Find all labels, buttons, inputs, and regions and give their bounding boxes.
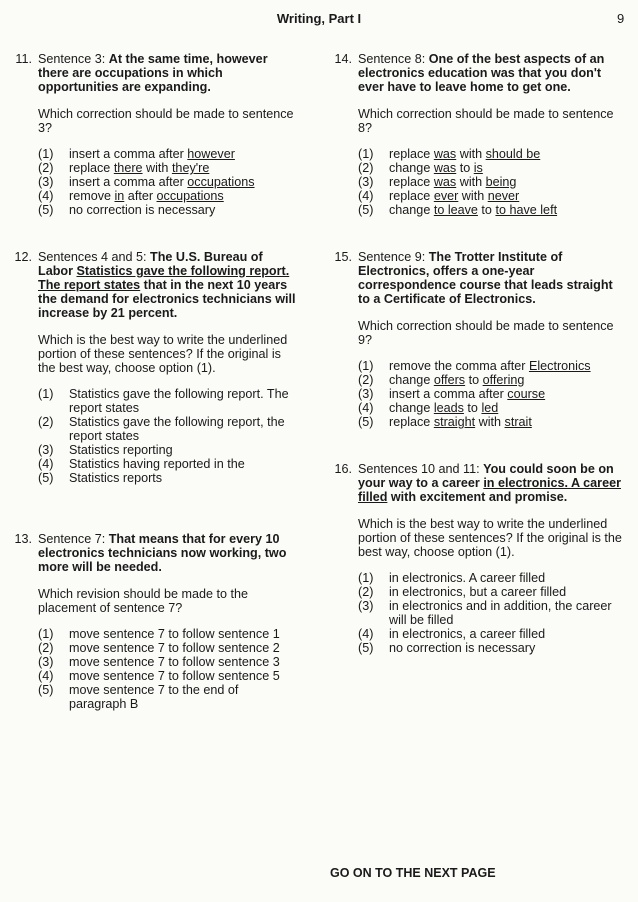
option-number: (5) <box>358 641 374 655</box>
option-text-part: with <box>458 189 488 203</box>
option-underlined-text: straight <box>433 415 476 429</box>
answer-option <box>38 683 298 711</box>
answer-option <box>38 161 298 175</box>
option-underlined-text: was <box>433 161 457 175</box>
prompt-segment: One of the best aspects of an electronics education was that you don't ever have to leave home to get one. <box>358 52 605 94</box>
option-text <box>69 161 298 175</box>
answer-option <box>38 655 298 669</box>
option-underlined-text: never <box>487 189 520 203</box>
prompt-segment: At the same time, however there are occupations in which opportunities are expanding. <box>38 52 268 94</box>
option-text <box>389 641 628 655</box>
question-16 <box>328 462 628 655</box>
option-text-part: to <box>463 401 482 415</box>
option-text <box>69 641 298 655</box>
answer-option <box>358 147 628 161</box>
option-number: (1) <box>38 147 54 161</box>
option-underlined-text: strait <box>504 415 532 429</box>
option-number: (2) <box>38 415 54 429</box>
option-text-part: Statistics having reported in the <box>69 457 245 471</box>
option-underlined-text: being <box>485 175 517 189</box>
answer-options <box>358 571 628 655</box>
option-underlined-text: to have left <box>495 203 558 217</box>
prompt-segment: with excitement and promise. <box>387 490 568 504</box>
option-number: (1) <box>38 627 54 641</box>
option-underlined-text: is <box>473 161 483 175</box>
option-text-part: to <box>477 203 496 217</box>
question-number: 12. <box>14 250 32 264</box>
option-number: (3) <box>358 175 374 189</box>
answer-option <box>358 387 628 401</box>
option-text-part: in electronics. A career filled <box>389 571 546 585</box>
option-text <box>69 683 298 711</box>
answer-option <box>38 471 298 485</box>
answer-option <box>38 669 298 683</box>
prompt-segment: Sentences 4 and 5: <box>38 250 151 264</box>
option-underlined-text: occupations <box>156 189 224 203</box>
question-body <box>38 52 298 217</box>
question-prompt <box>38 532 298 574</box>
option-text-part: insert a comma after <box>389 387 508 401</box>
answer-option <box>358 203 628 217</box>
option-number: (2) <box>38 161 54 175</box>
option-underlined-text: was <box>433 175 457 189</box>
option-text <box>389 415 628 429</box>
option-text <box>69 655 298 669</box>
answer-options <box>38 387 298 485</box>
answer-option <box>358 585 628 599</box>
question-number: 11. <box>15 52 32 66</box>
question-number: 15. <box>334 250 352 264</box>
option-underlined-text: to leave <box>433 203 478 217</box>
answer-option <box>38 641 298 655</box>
answer-option <box>358 599 628 627</box>
option-text-part: to <box>465 373 483 387</box>
option-text-part: remove the comma after <box>389 359 529 373</box>
answer-option <box>358 373 628 387</box>
option-text <box>389 387 628 401</box>
prompt-segment: in electronics. A career filled <box>358 476 621 504</box>
option-number: (5) <box>38 471 54 485</box>
option-underlined-text: leads <box>433 401 464 415</box>
question-prompt <box>358 52 628 94</box>
answer-option <box>358 627 628 641</box>
prompt-segment: The Trotter Institute of Electronics, offers a one-year correspondence course that leads straight to a Certificate of Electronics. <box>358 250 613 306</box>
option-number: (1) <box>358 571 374 585</box>
question-body <box>358 250 628 429</box>
answer-option <box>38 415 298 443</box>
page-header-title: Writing, Part I <box>276 11 362 26</box>
option-text <box>389 203 628 217</box>
option-text-part: move sentence 7 to follow sentence 5 <box>69 669 280 683</box>
option-number: (4) <box>38 457 54 471</box>
option-text-part: insert a comma after <box>69 147 188 161</box>
option-text-part: move sentence 7 to follow sentence 2 <box>69 641 280 655</box>
option-underlined-text: there <box>113 161 143 175</box>
page-number: 9 <box>617 11 625 26</box>
question-prompt <box>38 52 298 94</box>
option-text <box>389 401 628 415</box>
option-text-part: replace <box>389 175 434 189</box>
prompt-segment: Sentence 9: <box>358 250 429 264</box>
option-number: (3) <box>358 387 374 401</box>
option-underlined-text: however <box>187 147 235 161</box>
option-number: (4) <box>38 189 54 203</box>
option-number: (3) <box>358 599 374 613</box>
option-text <box>69 471 298 485</box>
question-ask: Which correction should be made to sentence 8? <box>358 107 614 135</box>
answer-option <box>38 203 298 217</box>
option-number: (1) <box>358 359 374 373</box>
option-number: (4) <box>38 669 54 683</box>
option-text <box>69 457 298 471</box>
option-number: (2) <box>358 585 374 599</box>
option-text <box>389 571 628 585</box>
question-prompt <box>358 250 628 306</box>
answer-option <box>38 627 298 641</box>
option-text <box>389 599 628 627</box>
question-body <box>38 532 298 711</box>
question-body <box>358 462 628 655</box>
option-text-part: with <box>456 147 486 161</box>
option-text-part: change <box>389 401 434 415</box>
answer-option <box>38 457 298 471</box>
question-ask: Which revision should be made to the placement of sentence 7? <box>38 587 249 615</box>
answer-option <box>358 571 628 585</box>
option-text <box>69 669 298 683</box>
question-14 <box>328 52 628 217</box>
option-number: (5) <box>38 683 54 697</box>
prompt-segment: Sentence 7: <box>38 532 109 546</box>
option-text-part: in electronics, but a career filled <box>389 585 567 599</box>
answer-option <box>358 161 628 175</box>
option-underlined-text: Electronics <box>528 359 591 373</box>
option-underlined-text: was <box>433 147 457 161</box>
option-text-part: change <box>389 161 434 175</box>
option-text <box>69 175 298 189</box>
option-text-part: Statistics gave the following report. The report states <box>69 387 289 415</box>
option-text-part: insert a comma after <box>69 175 188 189</box>
option-text <box>389 189 628 203</box>
option-text-part: in electronics and in addition, the career will be filled <box>389 599 612 627</box>
option-text <box>69 189 298 203</box>
option-text-part: Statistics reporting <box>69 443 173 457</box>
answer-options <box>38 147 298 217</box>
option-text <box>69 147 298 161</box>
option-text-part: after <box>124 189 157 203</box>
option-text <box>389 627 628 641</box>
question-number: 14. <box>334 52 352 66</box>
option-number: (5) <box>358 203 374 217</box>
option-underlined-text: offering <box>482 373 525 387</box>
option-number: (1) <box>38 387 54 401</box>
option-number: (3) <box>38 175 54 189</box>
option-text-part: move sentence 7 to follow sentence 3 <box>69 655 280 669</box>
option-text-part: change <box>389 373 434 387</box>
option-number: (1) <box>358 147 374 161</box>
answer-option <box>38 147 298 161</box>
option-underlined-text: course <box>507 387 546 401</box>
question-13 <box>8 532 298 711</box>
question-prompt <box>358 462 628 504</box>
prompt-segment: Sentences 10 and 11: <box>358 462 484 476</box>
answer-option <box>38 175 298 189</box>
answer-option <box>38 189 298 203</box>
option-text-part: Statistics reports <box>69 471 163 485</box>
option-text <box>389 147 628 161</box>
option-text <box>389 161 628 175</box>
option-text-part: remove <box>69 189 115 203</box>
option-text-part: Statistics gave the following report, the report states <box>69 415 285 443</box>
answer-option <box>38 387 298 415</box>
option-text-part: move sentence 7 to follow sentence 1 <box>69 627 280 641</box>
option-number: (2) <box>38 641 54 655</box>
option-text <box>69 627 298 641</box>
option-underlined-text: offers <box>433 373 466 387</box>
question-11 <box>8 52 298 217</box>
option-text-part: with <box>475 415 505 429</box>
option-underlined-text: they're <box>171 161 210 175</box>
option-underlined-text: should be <box>485 147 541 161</box>
prompt-segment: You could soon be on your way to a career <box>358 462 614 490</box>
prompt-segment: That means that for every 10 electronics technicians now working, two more will be needed. <box>38 532 287 574</box>
option-text-part: no correction is necessary <box>389 641 536 655</box>
option-text <box>389 585 628 599</box>
question-body <box>358 52 628 217</box>
option-text-part: move sentence 7 to the end of paragraph B <box>69 683 239 711</box>
answer-option <box>358 641 628 655</box>
option-text-part: replace <box>389 147 434 161</box>
answer-option <box>358 189 628 203</box>
answer-option <box>358 401 628 415</box>
option-text <box>69 203 298 217</box>
question-number: 16. <box>334 462 352 476</box>
question-prompt <box>38 250 298 320</box>
option-number: (5) <box>358 415 374 429</box>
option-text <box>69 387 298 415</box>
answer-option <box>358 175 628 189</box>
answer-options <box>358 147 628 217</box>
option-text-part: with <box>142 161 172 175</box>
answer-option <box>358 415 628 429</box>
option-text-part: no correction is necessary <box>69 203 216 217</box>
option-text-part: to <box>456 161 474 175</box>
option-number: (3) <box>38 655 54 669</box>
answer-options <box>358 359 628 429</box>
question-ask: Which correction should be made to sentence 3? <box>38 107 294 135</box>
answer-options <box>38 627 298 711</box>
option-text-part: replace <box>389 415 434 429</box>
answer-option <box>358 359 628 373</box>
option-number: (2) <box>358 373 374 387</box>
option-text <box>389 359 628 373</box>
question-15 <box>328 250 628 429</box>
question-body <box>38 250 298 485</box>
option-underlined-text: ever <box>433 189 459 203</box>
option-underlined-text: led <box>481 401 499 415</box>
question-number: 13. <box>14 532 32 546</box>
option-number: (2) <box>358 161 374 175</box>
question-ask: Which is the best way to write the underlined portion of these sentences? If the original is the best way, choose option (1). <box>38 333 288 375</box>
option-number: (4) <box>358 401 374 415</box>
option-number: (3) <box>38 443 54 457</box>
answer-option <box>38 443 298 457</box>
option-text <box>69 415 298 443</box>
prompt-segment: Sentence 8: <box>358 52 429 66</box>
option-number: (5) <box>38 203 54 217</box>
option-number: (4) <box>358 627 374 641</box>
next-page-footer: GO ON TO THE NEXT PAGE <box>330 866 496 880</box>
option-text <box>69 443 298 457</box>
option-text-part: replace <box>69 161 114 175</box>
option-text-part: with <box>456 175 486 189</box>
question-ask: Which is the best way to write the underlined portion of these sentences? If the original is the best way, choose option (1). <box>358 517 622 559</box>
prompt-segment: that in the next 10 years the demand for electronics technicians will increase by 21 percent. <box>38 278 296 320</box>
question-12 <box>8 250 298 485</box>
option-underlined-text: in <box>114 189 125 203</box>
prompt-segment: Statistics gave the following report. The report states <box>38 264 290 292</box>
prompt-segment: Sentence 3: <box>38 52 109 66</box>
option-text-part: change <box>389 203 434 217</box>
prompt-segment: The U.S. Bureau of Labor <box>38 250 263 278</box>
option-text <box>389 373 628 387</box>
option-text-part: in electronics, a career filled <box>389 627 546 641</box>
question-ask: Which correction should be made to sentence 9? <box>358 319 614 347</box>
option-underlined-text: occupations <box>187 175 255 189</box>
option-number: (4) <box>358 189 374 203</box>
option-text-part: replace <box>389 189 434 203</box>
option-text <box>389 175 628 189</box>
